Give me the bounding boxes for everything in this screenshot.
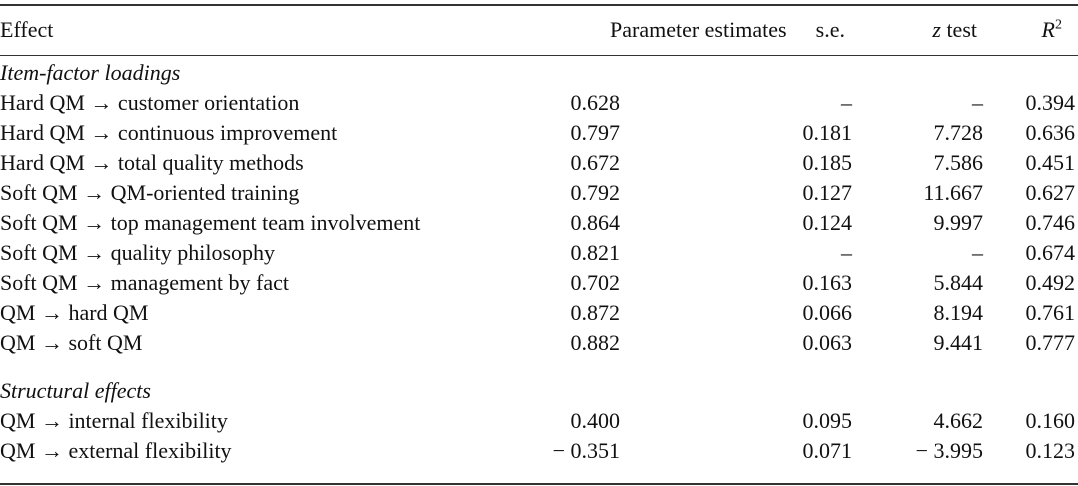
section-title: Item-factor loadings [0,60,181,85]
table-row [0,208,1078,238]
z-test-cell: 4.662 [933,408,983,433]
estimate-cell: 0.797 [570,120,620,145]
bottom-rule [0,483,1078,485]
z-test-cell: 9.441 [933,330,983,355]
se-cell: 0.066 [802,300,852,325]
r-squared-cell: 0.451 [1025,150,1075,175]
r-squared-cell: 0.761 [1025,300,1075,325]
table-row [0,238,1078,268]
table-row [0,406,1078,436]
r-squared-cell: 0.123 [1025,438,1075,463]
effect-cell: Hard QM → continuous improvement [0,120,338,145]
r-squared-cell: 0.492 [1025,270,1075,295]
header-effect: Effect [0,17,54,42]
estimate-cell: 0.400 [570,408,620,433]
estimate-cell: 0.821 [570,240,620,265]
table-row [0,436,1078,466]
se-cell: 0.095 [802,408,852,433]
table-row [0,178,1078,208]
estimate-cell: 0.864 [570,210,620,235]
z-test-cell: − 3.995 [915,438,983,463]
z-test-cell: 9.997 [933,210,983,235]
se-cell: 0.181 [802,120,852,145]
table-row [0,328,1078,358]
z-test-cell: 5.844 [933,270,983,295]
effect-cell: QM → hard QM [0,300,149,325]
se-cell: 0.127 [802,180,852,205]
effect-cell: QM → internal flexibility [0,408,228,433]
se-cell: 0.071 [802,438,852,463]
se-cell: 0.063 [802,330,852,355]
header-r-symbol: R [1041,17,1055,42]
effect-cell: Hard QM → total quality methods [0,150,304,175]
z-test-cell: 7.728 [933,120,983,145]
effect-cell: Soft QM → top management team involvement [0,210,421,235]
effect-cell: QM → external flexibility [0,438,232,463]
table-header-row [0,14,1078,46]
header-z-label: test [940,17,977,42]
table-row [0,118,1078,148]
header-z-test [865,14,985,46]
header-r-superscript: 2 [1055,17,1062,33]
section-gap [0,358,1078,376]
effect-cell: Hard QM → customer orientation [0,90,300,115]
se-cell: – [841,240,852,265]
se-cell: 0.185 [802,150,852,175]
parameter-estimates-table [0,14,1078,466]
table-row [0,268,1078,298]
z-test-cell: 11.667 [923,180,983,205]
z-test-cell: – [972,240,983,265]
estimate-cell: 0.872 [570,300,620,325]
estimate-cell: 0.672 [570,150,620,175]
se-cell: 0.163 [802,270,852,295]
table-row [0,148,1078,178]
header-r-squared [985,14,1078,46]
effect-cell: QM → soft QM [0,330,143,355]
header-parameter-estimates: Parameter estimates [610,17,787,42]
header-se: s.e. [815,17,845,42]
section-title: Structural effects [0,378,151,403]
se-cell: 0.124 [802,210,852,235]
se-cell: – [841,90,852,115]
table-row [0,88,1078,118]
r-squared-cell: 0.394 [1025,90,1075,115]
r-squared-cell: 0.746 [1025,210,1075,235]
z-test-cell: – [972,90,983,115]
estimate-cell: 0.792 [570,180,620,205]
estimate-cell: − 0.351 [552,438,620,463]
table-body [0,46,1078,466]
estimate-cell: 0.628 [570,90,620,115]
header-spacer [0,46,1078,58]
r-squared-cell: 0.627 [1025,180,1075,205]
effect-cell: Soft QM → QM-oriented training [0,180,300,205]
r-squared-cell: 0.777 [1025,330,1075,355]
z-test-cell: 7.586 [933,150,983,175]
section-title-row [0,376,1078,406]
section-title-row [0,58,1078,88]
z-test-cell: 8.194 [933,300,983,325]
top-rule [0,4,1078,6]
estimate-cell: 0.702 [570,270,620,295]
effect-cell: Soft QM → management by fact [0,270,289,295]
table-row [0,298,1078,328]
estimate-cell: 0.882 [570,330,620,355]
r-squared-cell: 0.674 [1025,240,1075,265]
header-z-symbol: z [932,17,941,42]
r-squared-cell: 0.636 [1025,120,1075,145]
effect-cell: Soft QM → quality philosophy [0,240,276,265]
r-squared-cell: 0.160 [1025,408,1075,433]
